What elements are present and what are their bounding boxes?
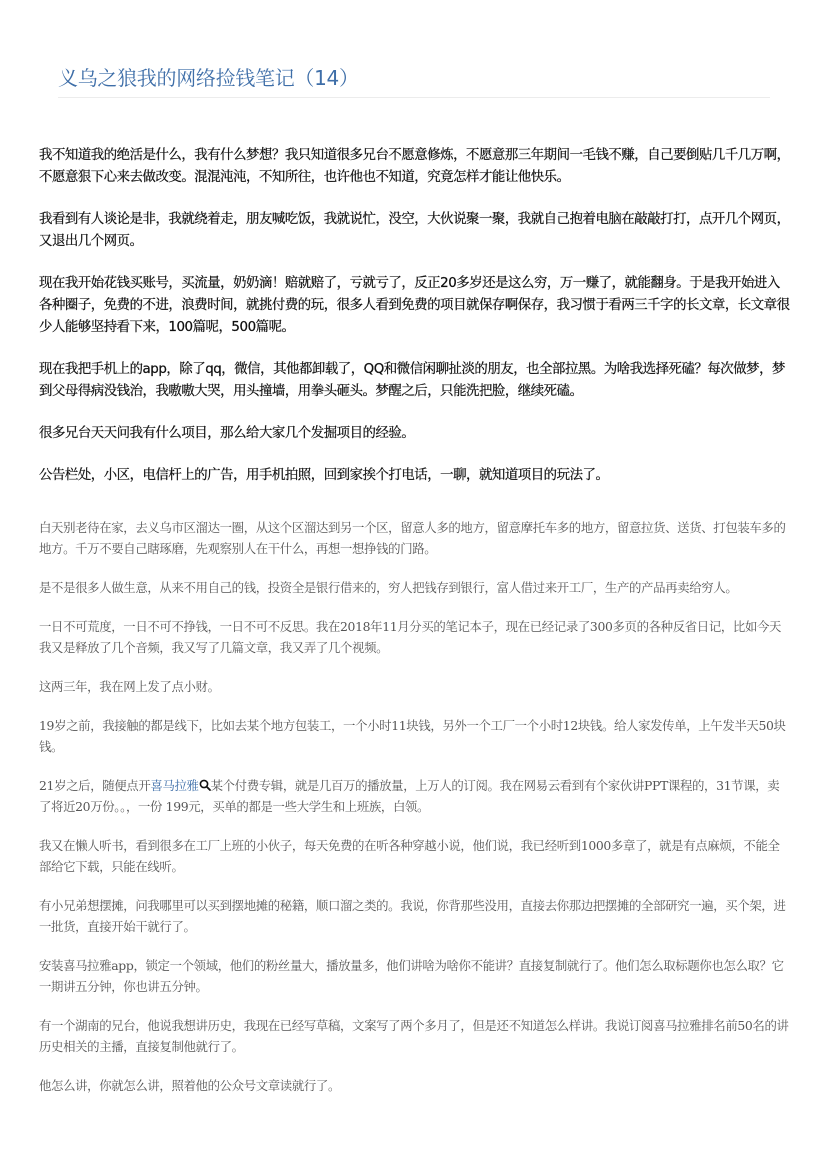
paragraph: 有小兄弟想摆摊，问我哪里可以买到摆地摊的秘籍，顺口溜之类的。我说，你背那些没用，直接去你那边把摆摊的全部研究一遍，买个架，进一批货，直接开始干就行了。	[39, 898, 786, 934]
title-divider	[58, 97, 770, 98]
paragraph: 我看到有人谈论是非，我就绕着走，朋友喊吃饭，我就说忙，没空，大伙说聚一聚，我就自己抱着电脑在敲敲打打，点开几个网页，又退出几个网页。	[39, 212, 790, 249]
paragraph: 现在我开始花钱买账号，买流量，奶奶滴！赔就赔了，亏就亏了，反正20多岁还是这么穷，万一赚了，就能翻身。于是我开始进入各种圈子，免费的不进，浪费时间，就挑付费的玩，很多人看到免费的项目就保存啊保存，我习惯于看两三千字的长文章，长文章很少人能够坚持看下来，100篇呢，500篇呢。	[39, 276, 790, 335]
ximalaya-link[interactable]	[150, 778, 210, 793]
paragraph-with-link	[39, 775, 791, 817]
paragraph: 白天别老待在家，去义乌市区溜达一圈，从这个区溜达到另一个区，留意人多的地方，留意摩托车多的地方，留意拉货、送货、打包装车多的地方。千万不要自己瞎琢磨，先观察别人在干什么，再想一想挣钱的门路。	[39, 520, 786, 556]
paragraph: 有一个湖南的兄台，他说我想讲历史，我现在已经写草稿，文案写了两个多月了，但是还不知道怎么样讲。我说订阅喜马拉雅排名前50名的讲历史相关的主播，直接复制他就行了。	[39, 1018, 789, 1054]
link-text: 喜马拉雅	[150, 778, 199, 793]
paragraph-text: 某个付费专辑，就是几百万的播放量，上万人的订阅。我在网易云看到有个家伙讲PPT课程的，31节课，卖了将近20万份。。，一份 199元，买单的都是一些大学生和上班族，白领。	[39, 778, 780, 814]
bold-paragraphs	[39, 145, 791, 507]
paragraph-text: 21岁之后，随便点开	[39, 778, 151, 793]
light-paragraphs	[39, 517, 791, 1114]
paragraph: 这两三年，我在网上发了点小财。	[39, 679, 220, 694]
paragraph: 现在我把手机上的app，除了qq，微信，其他都卸载了，QQ和微信闲聊扯淡的朋友，也全部拉黑。为啥我选择死磕？每次做梦，梦到父母得病没钱治，我嗷嗷大哭，用头撞墙，用拳头砸头。梦醒之后，只能洗把脸，继续死磕。	[39, 362, 785, 399]
paragraph: 一日不可荒度，一日不可不挣钱，一日不可不反思。我在2018年11月分买的笔记本子，现在已经记录了300多页的各种反省日记，比如今天我又是释放了几个音频，我又写了几篇文章，我又弄了几个视频。	[39, 619, 782, 655]
paragraph: 19岁之前，我接触的都是线下，比如去某个地方包装工，一个小时11块钱，另外一个工厂一个小时12块钱。给人家发传单，上午发半天50块钱。	[39, 718, 786, 754]
paragraph: 很多兄台天天问我有什么项目，那么给大家几个发掘项目的经验。	[39, 426, 415, 441]
paragraph: 是不是很多人做生意，从来不用自己的钱，投资全是银行借来的，穷人把钱存到银行，富人借过来开工厂，生产的产品再卖给穷人。	[39, 580, 738, 595]
paragraph: 安装喜马拉雅app，锁定一个领域，他们的粉丝量大，播放量多，他们讲啥为啥你不能讲？直接复制就行了。他们怎么取标题你也怎么取？它一期讲五分钟，你也讲五分钟。	[39, 958, 784, 994]
article-title: 义乌之狼我的网络捡钱笔记（14）	[58, 66, 359, 90]
paragraph: 我又在懒人听书，看到很多在工厂上班的小伙子，每天免费的在听各种穿越小说，他们说，我已经听到1000多章了，就是有点麻烦，不能全部给它下载，只能在线听。	[39, 838, 780, 874]
paragraph: 我不知道我的绝活是什么，我有什么梦想？我只知道很多兄台不愿意修炼，不愿意那三年期间一毛钱不赚，自己要倒贴几千几万啊，不愿意狠下心来去做改变。混混沌沌，不知所往，也许他也不知道，究竟怎样才能让他快乐。	[39, 148, 790, 185]
search-icon	[199, 779, 211, 791]
paragraph: 公告栏处，小区，电信杆上的广告，用手机拍照，回到家挨个打电话，一聊，就知道项目的玩法了。	[39, 468, 609, 483]
paragraph: 他怎么讲，你就怎么讲，照着他的公众号文章读就行了。	[39, 1078, 341, 1093]
